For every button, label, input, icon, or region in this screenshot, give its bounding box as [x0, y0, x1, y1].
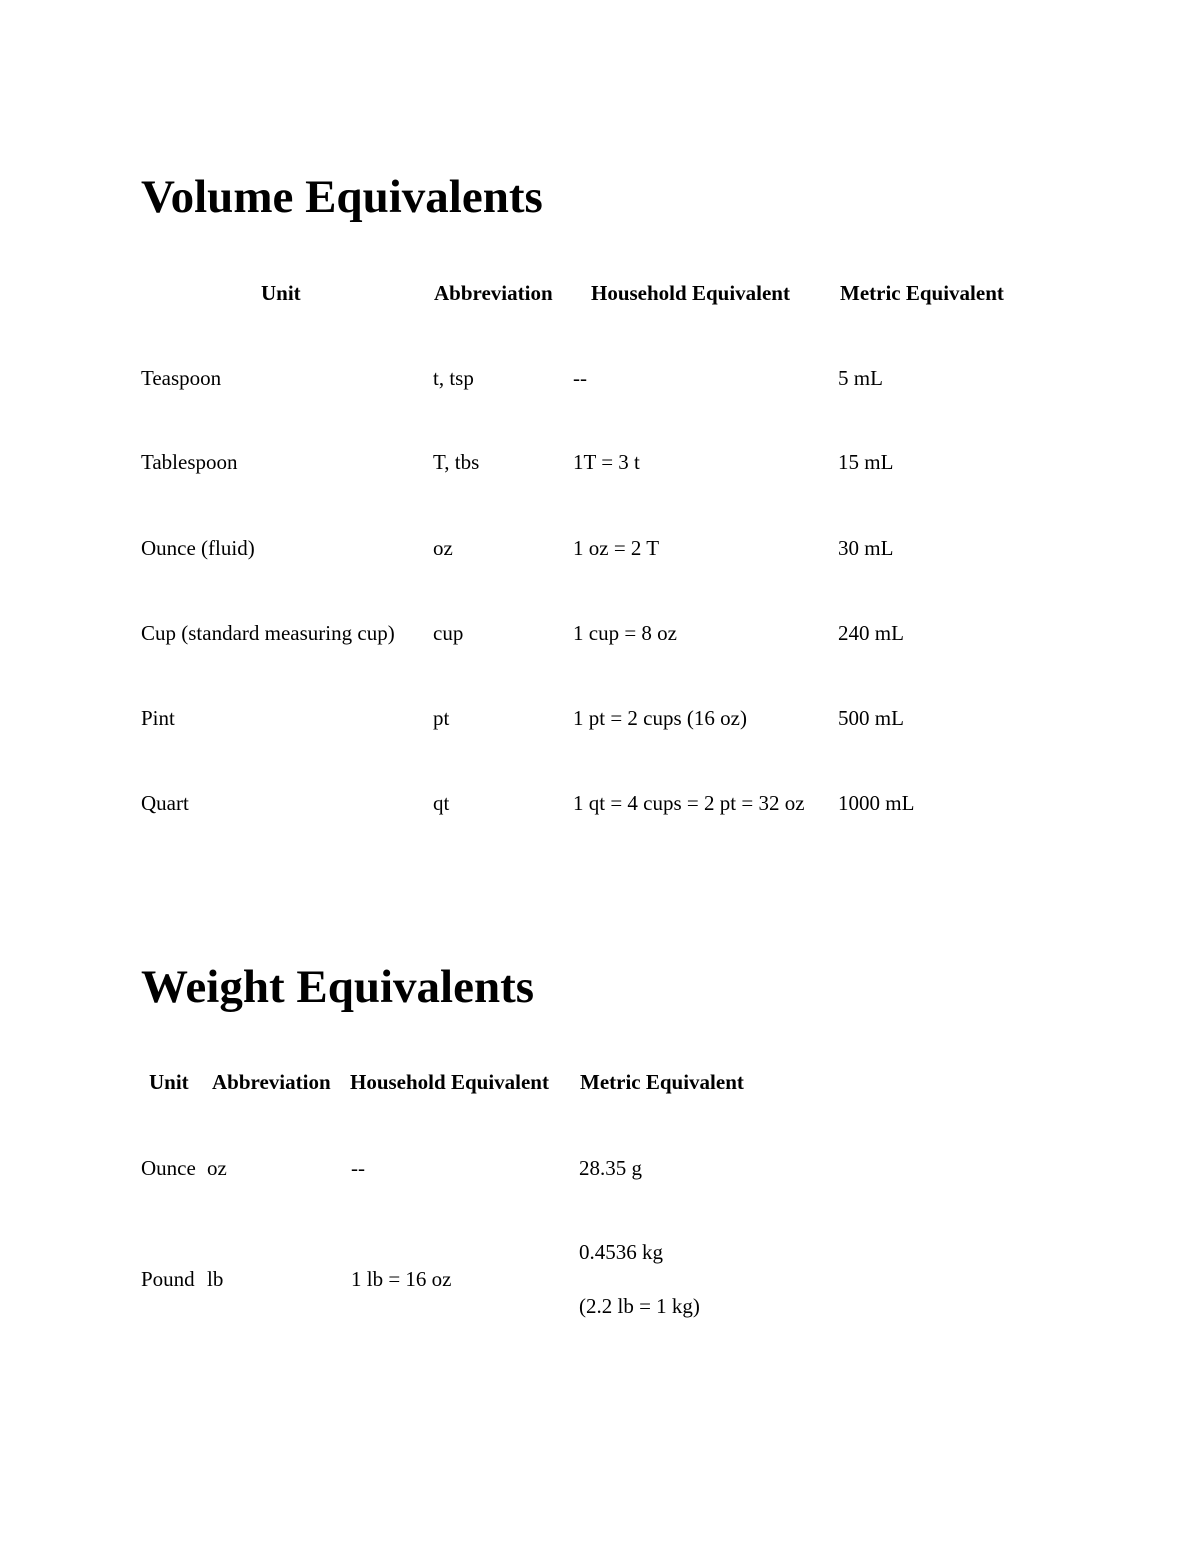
- volume-cell-abbreviation: qt: [433, 791, 450, 815]
- weight-cell-household: --: [351, 1156, 365, 1180]
- volume-cell-household: 1 qt = 4 cups = 2 pt = 32 oz: [573, 791, 805, 815]
- volume-cell-metric: 1000 mL: [838, 791, 915, 815]
- weight-title: Weight Equivalents: [141, 961, 535, 1013]
- volume-cell-abbreviation: pt: [433, 706, 450, 730]
- volume-cell-unit: Pint: [141, 706, 175, 730]
- weight-cell-metric: 28.35 g: [579, 1156, 642, 1180]
- weight-cell-household: 1 lb = 16 oz: [351, 1267, 452, 1291]
- volume-cell-household: --: [573, 366, 587, 390]
- volume-cell-abbreviation: cup: [433, 621, 464, 645]
- weight-header-household: Household Equivalent: [350, 1070, 549, 1094]
- volume-cell-household: 1 cup = 8 oz: [573, 621, 677, 645]
- volume-cell-metric: 5 mL: [838, 366, 883, 390]
- weight-header-unit: Unit: [149, 1070, 189, 1094]
- weight-cell-abbreviation: oz: [207, 1156, 227, 1180]
- weight-header-metric: Metric Equivalent: [580, 1070, 744, 1094]
- volume-cell-abbreviation: oz: [433, 536, 453, 560]
- weight-cell-unit: Pound: [141, 1267, 195, 1291]
- weight-header-abbreviation: Abbreviation: [212, 1070, 331, 1094]
- volume-cell-unit: Cup (standard measuring cup): [141, 621, 395, 645]
- volume-header-abbreviation: Abbreviation: [434, 281, 553, 305]
- weight-cell-metric: 0.4536 kg: [579, 1240, 663, 1264]
- volume-cell-metric: 500 mL: [838, 706, 904, 730]
- volume-cell-abbreviation: T, tbs: [433, 450, 480, 474]
- volume-cell-household: 1T = 3 t: [573, 450, 640, 474]
- volume-cell-household: 1 oz = 2 T: [573, 536, 660, 560]
- volume-cell-metric: 240 mL: [838, 621, 904, 645]
- volume-header-unit: Unit: [261, 281, 301, 305]
- volume-cell-household: 1 pt = 2 cups (16 oz): [573, 706, 747, 730]
- volume-cell-unit: Tablespoon: [141, 450, 238, 474]
- volume-header-household: Household Equivalent: [591, 281, 790, 305]
- volume-cell-metric: 30 mL: [838, 536, 894, 560]
- volume-cell-unit: Teaspoon: [141, 366, 222, 390]
- weight-cell-abbreviation: lb: [207, 1267, 224, 1291]
- volume-cell-unit: Ounce (fluid): [141, 536, 255, 560]
- volume-cell-unit: Quart: [141, 791, 189, 815]
- volume-cell-metric: 15 mL: [838, 450, 894, 474]
- weight-cell-metric-note: (2.2 lb = 1 kg): [579, 1294, 700, 1318]
- weight-cell-unit: Ounce: [141, 1156, 196, 1180]
- volume-cell-abbreviation: t, tsp: [433, 366, 474, 390]
- volume-header-metric: Metric Equivalent: [840, 281, 1004, 305]
- volume-title: Volume Equivalents: [141, 171, 543, 223]
